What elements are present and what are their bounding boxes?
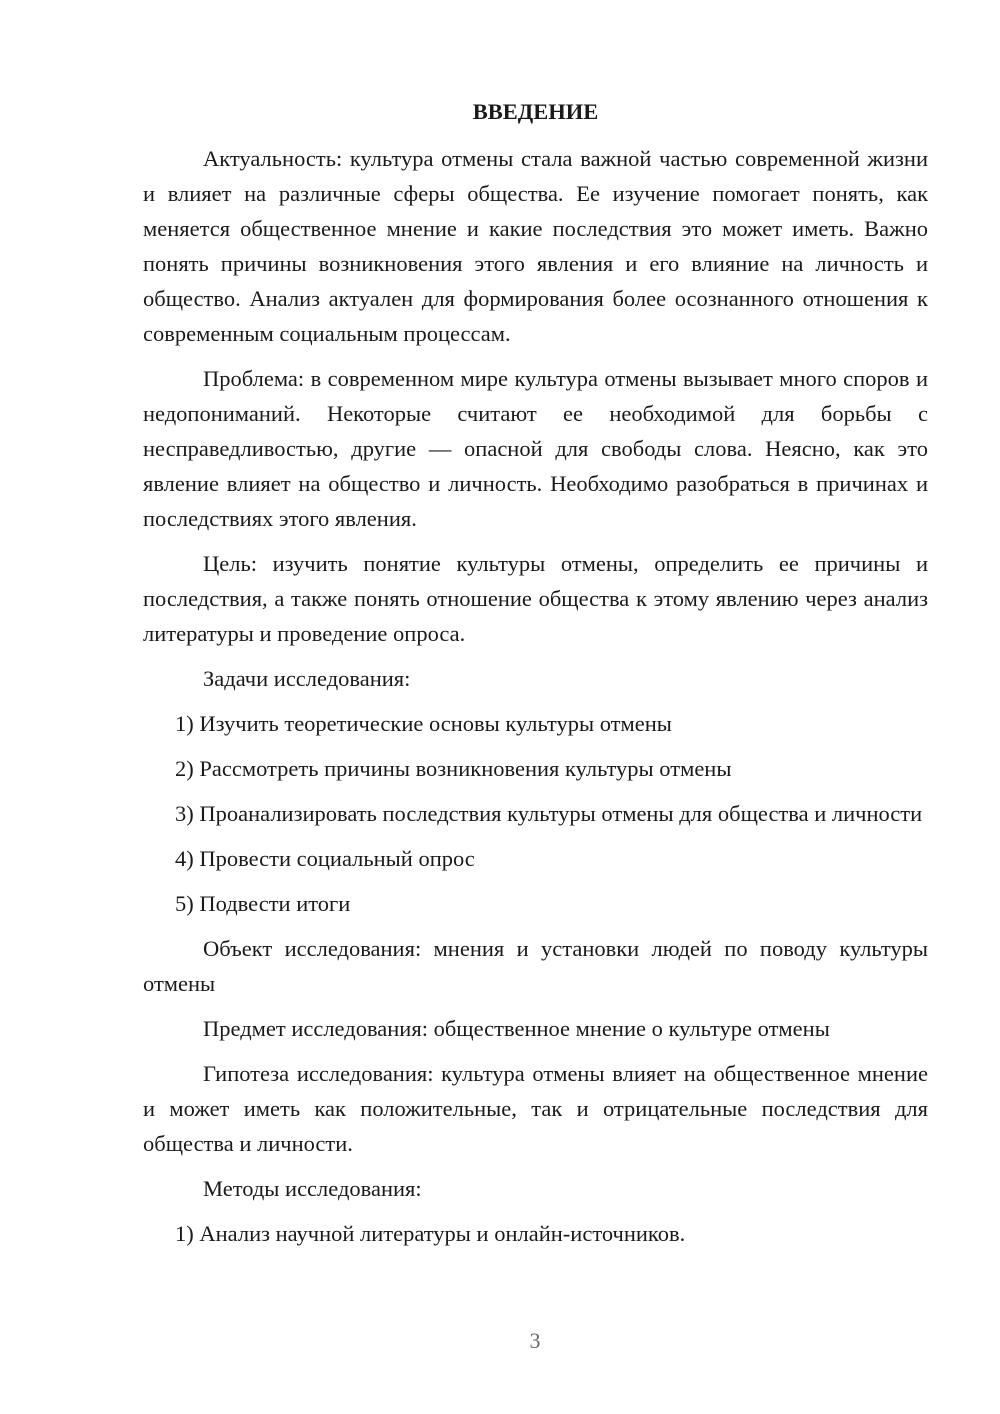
subject-paragraph: Предмет исследования: общественное мнение о культуре отмены: [203, 1016, 830, 1041]
task-item-1: 1) Изучить теоретические основы культуры отмены: [175, 711, 672, 736]
page-number: 3: [529, 1328, 541, 1353]
actuality-paragraph: Актуальность: культура отмены стала важной частью современной жизни и влияет на различные сферы общества. Ее изучение помогает понять, как меняется общественное мнение и какие последствия это может иметь. Важно понять причины возникновения этого явления и его влияние на личность и общество. Анализ актуален для формирования более осознанного отношения к современным социальным процессам.: [143, 146, 928, 346]
object-paragraph: Объект исследования: мнения и установки людей по поводу культуры отмены: [143, 936, 928, 996]
goal-paragraph: Цель: изучить понятие культуры отмены, определить ее причины и последствия, а также понять отношение общества к этому явлению через анализ литературы и проведение опроса.: [143, 551, 928, 646]
hypothesis-paragraph: Гипотеза исследования: культура отмены влияет на общественное мнение и может иметь как положительные, так и отрицательные последствия для общества и личности.: [143, 1061, 928, 1156]
task-item-2: 2) Рассмотреть причины возникновения культуры отмены: [175, 756, 732, 781]
task-item-4: 4) Провести социальный опрос: [175, 846, 475, 871]
document-page: [143, 94, 928, 1261]
section-heading: ВВЕДЕНИЕ: [472, 99, 599, 124]
task-item-5: 5) Подвести итоги: [175, 891, 351, 916]
method-item-1: 1) Анализ научной литературы и онлайн-источников.: [175, 1221, 686, 1246]
methods-title: Методы исследования:: [203, 1176, 422, 1201]
problem-paragraph: Проблема: в современном мире культура отмены вызывает много споров и недопониманий. Некоторые считают ее необходимой для борьбы с несправедливостью, другие — опасной для свободы слова. Неясно, как это явление влияет на общество и личность. Необходимо разобраться в причинах и последствиях этого явления.: [143, 366, 928, 531]
tasks-title: Задачи исследования:: [203, 666, 411, 691]
task-item-3: 3) Проанализировать последствия культуры отмены для общества и личности: [175, 801, 923, 826]
